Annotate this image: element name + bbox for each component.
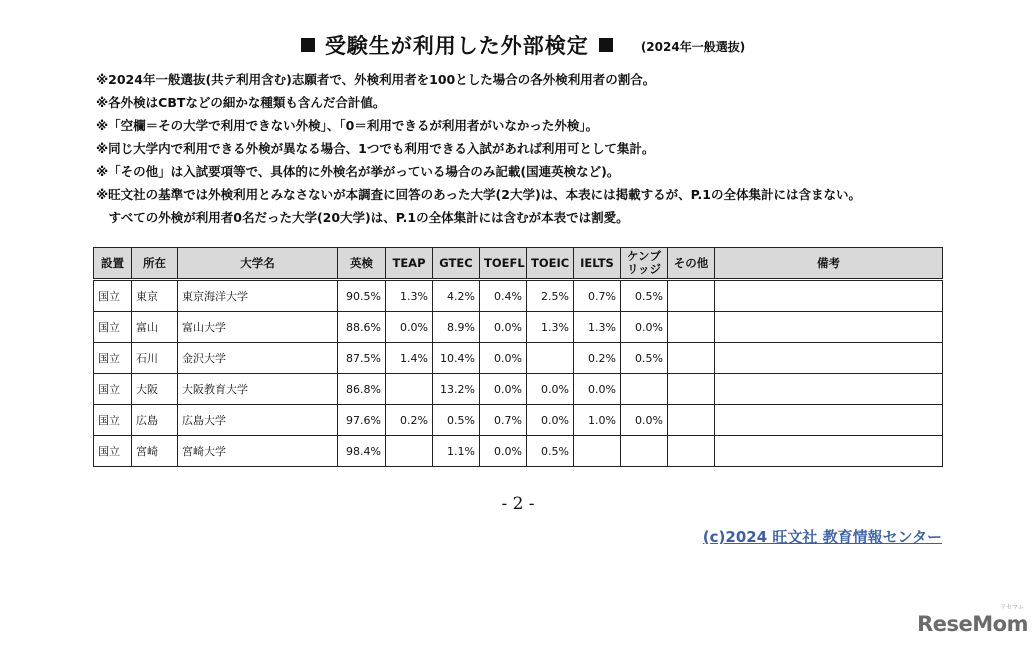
cell-gtec: 13.2% xyxy=(433,374,480,405)
col-header-eiken: 英検 xyxy=(338,248,386,280)
cell-biko xyxy=(715,436,943,467)
square-bullet-icon xyxy=(599,38,613,52)
cell-eiken: 98.4% xyxy=(338,436,386,467)
cell-gtec: 8.9% xyxy=(433,312,480,343)
cell-toefl: 0.0% xyxy=(480,436,527,467)
col-header-setchi: 設置 xyxy=(94,248,132,280)
notes-block xyxy=(96,68,861,229)
page-title xyxy=(0,30,1036,60)
cell-cambridge: 0.0% xyxy=(621,312,668,343)
cell-toeic: 2.5% xyxy=(527,280,574,312)
cell-daigaku: 大阪教育大学 xyxy=(178,374,338,405)
col-header-teap: TEAP xyxy=(386,248,433,280)
cell-ielts: 0.0% xyxy=(574,374,621,405)
cell-toefl: 0.4% xyxy=(480,280,527,312)
table-row xyxy=(94,374,943,405)
cell-ielts: 1.0% xyxy=(574,405,621,436)
cell-gtec: 10.4% xyxy=(433,343,480,374)
note-line: ※「空欄＝その大学で利用できない外検」、「0＝利用できるが利用者がいなかった外検」。 xyxy=(96,118,599,133)
cell-toefl: 0.7% xyxy=(480,405,527,436)
table-row xyxy=(94,343,943,374)
cell-setchi: 国立 xyxy=(94,436,132,467)
cell-setchi: 国立 xyxy=(94,312,132,343)
cell-teap: 1.3% xyxy=(386,280,433,312)
cell-gtec: 1.1% xyxy=(433,436,480,467)
cell-setchi: 国立 xyxy=(94,280,132,312)
cell-teap xyxy=(386,436,433,467)
logo-small-text: リセマム xyxy=(1000,604,1024,611)
cell-shozai: 宮崎 xyxy=(132,436,178,467)
cell-eiken: 88.6% xyxy=(338,312,386,343)
col-header-shozai: 所在 xyxy=(132,248,178,280)
cell-ielts: 0.7% xyxy=(574,280,621,312)
page-number: - 2 - xyxy=(501,494,535,514)
cell-ielts: 1.3% xyxy=(574,312,621,343)
cell-cambridge xyxy=(621,374,668,405)
cell-cambridge xyxy=(621,436,668,467)
cell-setchi: 国立 xyxy=(94,343,132,374)
cell-toefl: 0.0% xyxy=(480,343,527,374)
cell-daigaku: 宮崎大学 xyxy=(178,436,338,467)
cell-cambridge: 0.5% xyxy=(621,343,668,374)
cell-toeic: 0.5% xyxy=(527,436,574,467)
cell-shozai: 広島 xyxy=(132,405,178,436)
note-line: ※各外検はCBTなどの細かな種類も含んだ合計値。 xyxy=(96,95,386,110)
note-line: ※同じ大学内で利用できる外検が異なる場合、1つでも利用できる入試があれば利用可として集計。 xyxy=(96,141,655,156)
table-row xyxy=(94,312,943,343)
col-header-gtec: GTEC xyxy=(433,248,480,280)
cell-daigaku: 金沢大学 xyxy=(178,343,338,374)
cell-cambridge: 0.5% xyxy=(621,280,668,312)
cell-sonota xyxy=(668,280,715,312)
cell-toeic: 1.3% xyxy=(527,312,574,343)
cell-eiken: 87.5% xyxy=(338,343,386,374)
cell-biko xyxy=(715,312,943,343)
cell-shozai: 大阪 xyxy=(132,374,178,405)
cell-biko xyxy=(715,343,943,374)
note-line: すべての外検が利用者0名だった大学(20大学)は、P.1の全体集計には含むが本表では割愛。 xyxy=(96,210,629,225)
table-row xyxy=(94,280,943,312)
cell-setchi: 国立 xyxy=(94,405,132,436)
cell-ielts xyxy=(574,436,621,467)
cell-eiken: 86.8% xyxy=(338,374,386,405)
cell-eiken: 97.6% xyxy=(338,405,386,436)
cell-sonota xyxy=(668,374,715,405)
square-bullet-icon xyxy=(301,38,315,52)
cell-ielts: 0.2% xyxy=(574,343,621,374)
cell-gtec: 4.2% xyxy=(433,280,480,312)
cell-cambridge: 0.0% xyxy=(621,405,668,436)
cell-biko xyxy=(715,405,943,436)
cell-setchi: 国立 xyxy=(94,374,132,405)
cell-sonota xyxy=(668,312,715,343)
table-row xyxy=(94,436,943,467)
col-header-biko: 備考 xyxy=(715,248,943,280)
cell-shozai: 東京 xyxy=(132,280,178,312)
cell-toefl: 0.0% xyxy=(480,374,527,405)
cell-daigaku: 富山大学 xyxy=(178,312,338,343)
cell-daigaku: 東京海洋大学 xyxy=(178,280,338,312)
cell-sonota xyxy=(668,436,715,467)
resemom-logo: ReseMom xyxy=(917,612,1028,636)
cell-teap: 1.4% xyxy=(386,343,433,374)
note-line: ※旺文社の基準では外検利用とみなさないが本調査に回答のあった大学(2大学)は、本表には掲載するが、P.1の全体集計には含まない。 xyxy=(96,187,861,202)
col-header-ielts: IELTS xyxy=(574,248,621,280)
note-line: ※2024年一般選抜(共テ利用含む)志願者で、外検利用者を100とした場合の各外検利用者の割合。 xyxy=(96,72,656,87)
cell-eiken: 90.5% xyxy=(338,280,386,312)
cell-gtec: 0.5% xyxy=(433,405,480,436)
col-header-toeic: TOEIC xyxy=(527,248,574,280)
cell-teap xyxy=(386,374,433,405)
col-header-toefl: TOEFL xyxy=(480,248,527,280)
col-header-sonota: その他 xyxy=(668,248,715,280)
cell-biko xyxy=(715,374,943,405)
note-line: ※「その他」は入試要項等で、具体的に外検名が挙がっている場合のみ記載(国連英検など)。 xyxy=(96,164,620,179)
title-subtitle: (2024年一般選抜) xyxy=(640,40,746,54)
cell-daigaku: 広島大学 xyxy=(178,405,338,436)
cell-shozai: 石川 xyxy=(132,343,178,374)
col-header-cambridge: ケンブ リッジ xyxy=(621,248,668,280)
cell-shozai: 富山 xyxy=(132,312,178,343)
table-header-row xyxy=(94,248,943,280)
cell-toefl: 0.0% xyxy=(480,312,527,343)
cell-toeic: 0.0% xyxy=(527,405,574,436)
cell-sonota xyxy=(668,405,715,436)
cell-toeic: 0.0% xyxy=(527,374,574,405)
col-header-daigaku: 大学名 xyxy=(178,248,338,280)
copyright-credit: (c)2024 旺文社 教育情報センター xyxy=(702,528,942,546)
title-text: 受験生が利用した外部検定 xyxy=(324,34,589,58)
cell-teap: 0.0% xyxy=(386,312,433,343)
cell-biko xyxy=(715,280,943,312)
cell-toeic xyxy=(527,343,574,374)
cell-sonota xyxy=(668,343,715,374)
exam-usage-table xyxy=(93,247,943,467)
table-row xyxy=(94,405,943,436)
cell-teap: 0.2% xyxy=(386,405,433,436)
